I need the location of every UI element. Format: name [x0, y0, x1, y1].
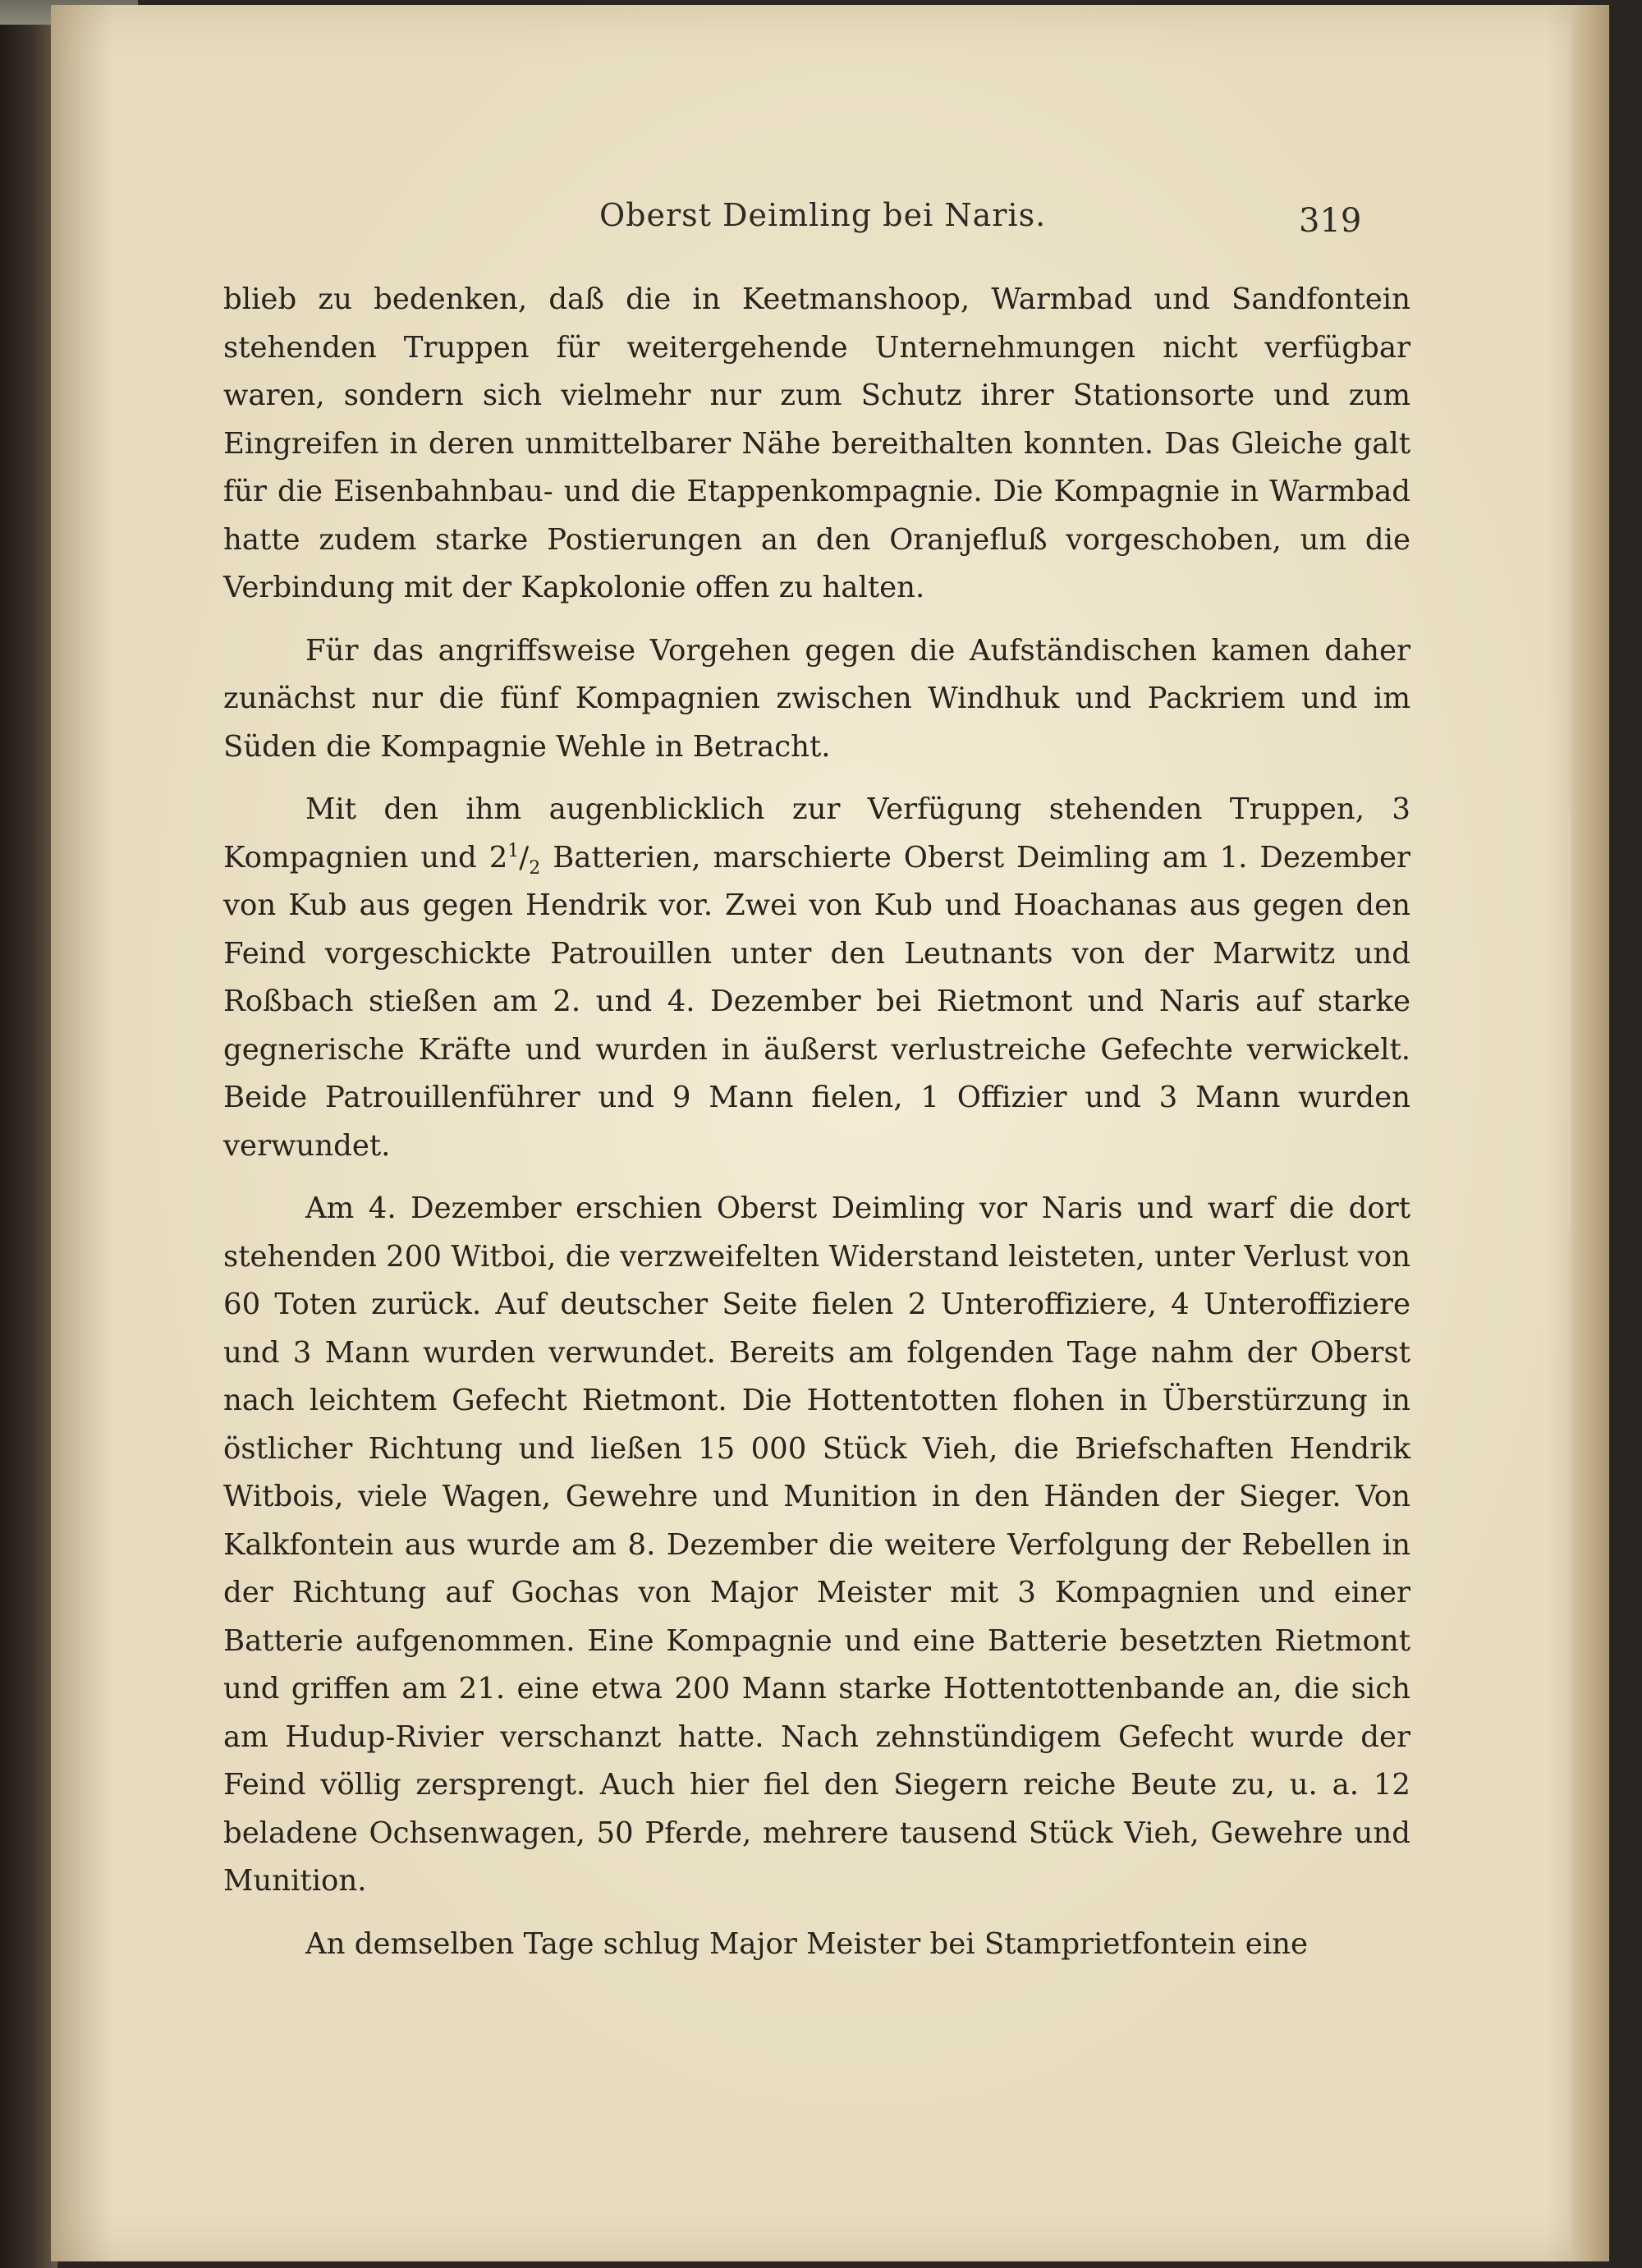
- paragraph-4: Am 4. Dezember erschien Oberst Deimling vor Naris und warf die dort stehenden 200 Witboi, die verzweifelten Widerstand leisteten, unter Verlust von 60 Toten zurück. Auf deutscher Seite fielen 2 Unteroffiziere, 4 Unteroffiziere und 3 Mann wurden verwundet. Bereits am folgenden Tage nahm der Oberst nach leichtem Gefecht Rietmont. Die Hottentotten flohen in Überstürzung in östlicher Richtung und ließen 15 000 Stück Vieh, die Briefschaften Hendrik Witbois, viele Wagen, Gewehre und Munition in den Händen der Sieger. Von Kalkfontein aus wurde am 8. Dezember die weitere Verfolgung der Rebellen in der Richtung auf Gochas von Major Meister mit 3 Kompagnien und einer Batterie aufgenommen. Eine Kompagnie und eine Batterie besetzten Rietmont und griffen am 21. eine etwa 200 Mann starke Hottentottenbande an, die sich am Hudup-Rivier verschanzt hatte. Nach zehnstündigem Gefecht wurde der Feind völlig zersprengt. Auch hier fiel den Siegern reiche Beute zu, u. a. 12 beladene Ochsenwagen, 50 Pferde, mehrere tausend Stück Vieh, Gewehre und Munition.: [223, 1191, 1410, 1898]
- book-binding: [0, 0, 57, 2268]
- paragraph-1: blieb zu bedenken, daß die in Keetmanshoop, Warmbad und Sandfontein stehenden Truppen für weitergehende Unternehmungen nicht verfügbar waren, sondern sich vielmehr nur zum Schutz ihrer Stationsorte und zum Eingreifen in deren unmittelbarer Nähe bereithalten konnten. Das Gleiche galt für die Eisenbahnbau- und die Etappenkompagnie. Die Kompagnie in Warmbad hatte zudem starke Postierungen an den Oranjefluß vorgeschoben, um die Verbindung mit der Kapkolonie offen zu halten.: [223, 282, 1410, 604]
- fraction-denominator: 2: [529, 857, 541, 879]
- paragraph-3: Mit den ihm augenblicklich zur Verfügung stehenden Truppen, 3 Kompagnien und $2^1/_2$ Batterien, marschierte Oberst Deimling am 1. Dezember von Kub aus gegen Hendrik vor. Zwei von Kub und Hoachanas aus gegen den Feind vorgeschickte Patrouillen unter den Leutnants von der Marwitz und Roßbach stießen am 2. und 4. Dezember bei Rietmont und Naris auf starke gegnerische Kräfte und wurden in äußerst verlustreiche Gefechte verwickelt. Beide Patrouillenführer und 9 Mann fielen, 1 Offizier und 3 Mann wurden verwundet.: [223, 792, 1410, 1163]
- running-head: Oberst Deimling bei Naris.: [599, 197, 1047, 233]
- body-text: [223, 276, 1410, 1968]
- book-page: [51, 5, 1609, 2261]
- paragraph-3-text-before: Mit den ihm augenblicklich zur Verfügung stehenden Truppen, 3 Kompagnien und 2: [223, 792, 1410, 875]
- page-number: 319: [1299, 202, 1362, 240]
- fraction-numerator: 1: [507, 840, 520, 861]
- page-stack-edge: [1571, 5, 1609, 2261]
- paragraph-5: An demselben Tage schlug Major Meister bei Stamprietfontein eine: [305, 1926, 1309, 1961]
- paragraph-2: Für das angriffsweise Vorgehen gegen die Aufständischen kamen daher zunächst nur die fünf Kompagnien zwischen Windhuk und Packriem und im Süden die Kompagnie Wehle in Betracht.: [223, 633, 1410, 764]
- paragraph-3-text-after: Batterien, marschierte Oberst Deimling am 1. Dezember von Kub aus gegen Hendrik vor. Zwei von Kub und Hoachanas aus gegen den Feind vorgeschickte Patrouillen unter den Leutnants von der Marwitz und Roßbach stießen am 2. und 4. Dezember bei Rietmont und Naris auf starke gegnerische Kräfte und wurden in äußerst verlustreiche Gefechte verwickelt. Beide Patrouillenführer und 9 Mann fielen, 1 Offizier und 3 Mann wurden verwundet.: [223, 840, 1410, 1163]
- page-header: [51, 197, 1609, 255]
